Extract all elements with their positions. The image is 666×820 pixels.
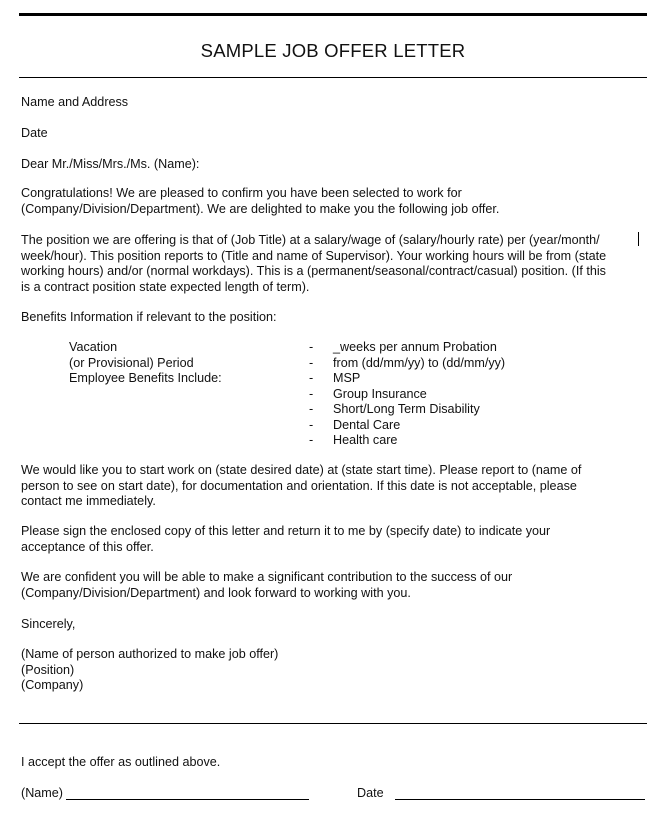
- benefits-intro: Benefits Information if relevant to the position:: [21, 310, 277, 324]
- benefit-value-msp: MSP: [333, 371, 361, 385]
- congratulations-paragraph: Congratulations! We are pleased to confirm you have been selected to work for (Company/Division/Department). We are delighted to make you the following job offer.: [21, 186, 500, 216]
- benefit-dash: -: [309, 433, 314, 447]
- benefit-value-dates: from (dd/mm/yy) to (dd/mm/yy): [333, 356, 506, 370]
- benefit-dash: -: [309, 340, 314, 354]
- date-signature-line[interactable]: [395, 799, 645, 800]
- position-paragraph: The position we are offering is that of (Job Title) at a salary/wage of (salary/hourly rate) per (year/month/ week/hour). This position reports to (Title and name of Supervisor). Your working hours will be from (state working hours) and/or (normal workdays). This is a (permanent/seasonal/contract/casual) position. (If this is a contract position state expected length of term).: [21, 233, 607, 294]
- start-work-paragraph: We would like you to start work on (state desired date) at (state start time). Please report to (name of person to see on start date), for documentation and orientation. If this date is not acceptable, please contact me immediately.: [21, 463, 582, 508]
- benefit-dash: -: [309, 356, 314, 370]
- benefit-value-disability: Short/Long Term Disability: [333, 402, 480, 416]
- signature-divider: [19, 723, 647, 724]
- page-title: SAMPLE JOB OFFER LETTER: [200, 40, 466, 61]
- acceptance-statement: I accept the offer as outlined above.: [21, 755, 221, 769]
- date-line: Date: [21, 126, 48, 140]
- name-and-address: Name and Address: [21, 95, 129, 109]
- benefit-value-weeks: _weeks per annum Probation: [333, 340, 497, 354]
- date-label: Date: [357, 786, 384, 800]
- benefit-dash: -: [309, 387, 314, 401]
- benefit-dash: -: [309, 402, 314, 416]
- name-signature-line[interactable]: [66, 799, 309, 800]
- name-label: (Name): [21, 786, 63, 800]
- benefit-label-vacation: Vacation: [69, 340, 118, 354]
- closing: Sincerely,: [21, 617, 76, 631]
- benefit-dash: -: [309, 371, 314, 385]
- top-rule: [19, 13, 647, 16]
- salutation: Dear Mr./Miss/Mrs./Ms. (Name):: [21, 157, 200, 171]
- sign-paragraph: Please sign the enclosed copy of this letter and return it to me by (specify date) to indicate your acceptance of this offer.: [21, 524, 551, 554]
- text-cursor: [638, 232, 639, 246]
- title-rule: [19, 77, 647, 78]
- benefit-value-dental: Dental Care: [333, 418, 401, 432]
- benefit-value-health: Health care: [333, 433, 398, 447]
- benefit-label-employee-benefits: Employee Benefits Include:: [69, 371, 222, 385]
- benefit-label-period: (or Provisional) Period: [69, 356, 194, 370]
- signatory-block: (Name of person authorized to make job offer) (Position) (Company): [21, 647, 279, 692]
- benefit-value-group-insurance: Group Insurance: [333, 387, 427, 401]
- benefit-dash: -: [309, 418, 314, 432]
- confidence-paragraph: We are confident you will be able to make a significant contribution to the success of our (Company/Division/Department) and look forward to working with you.: [21, 570, 513, 600]
